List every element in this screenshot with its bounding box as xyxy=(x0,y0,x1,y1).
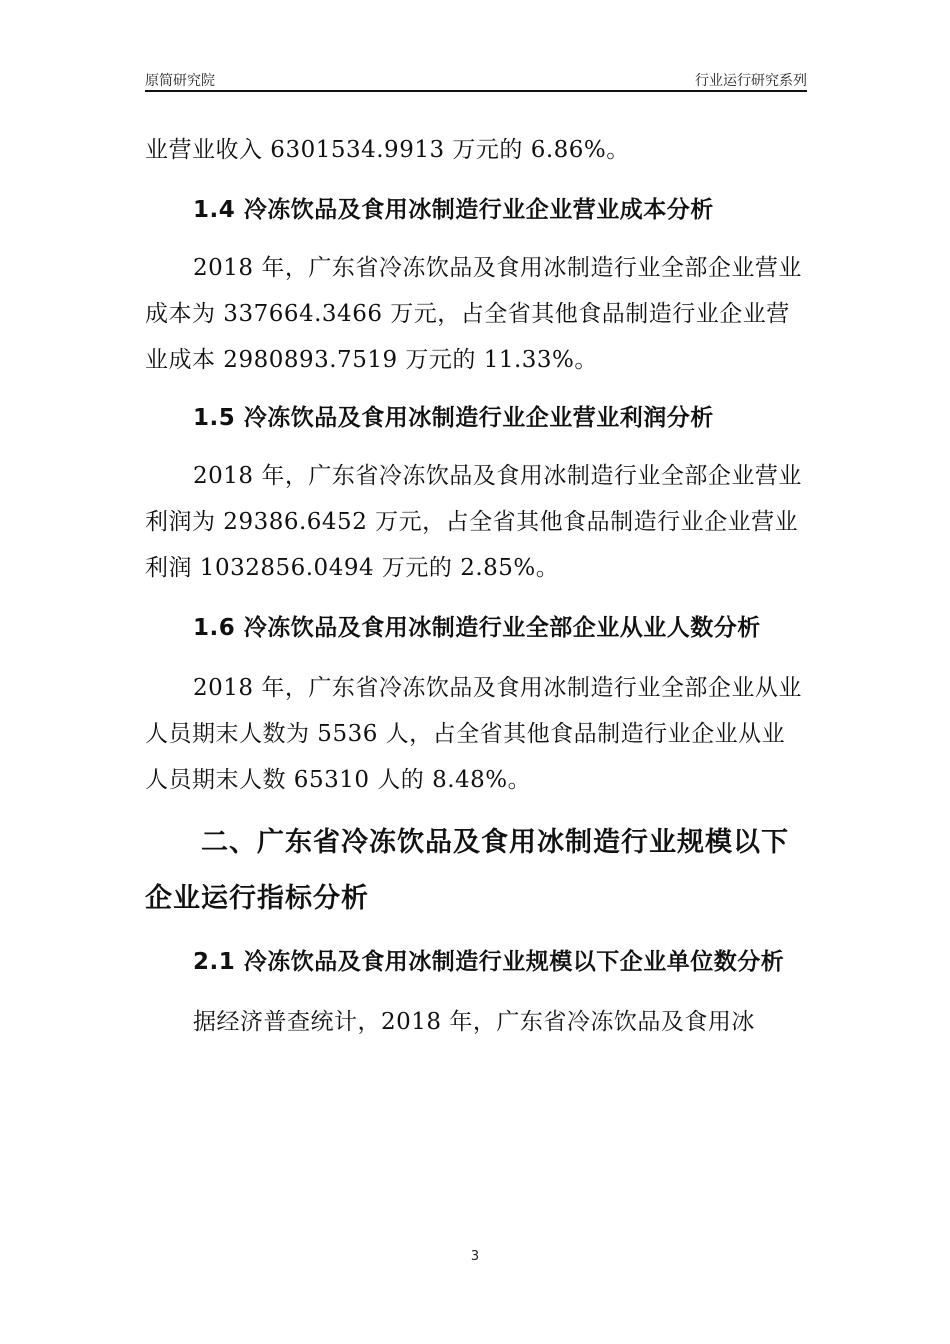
page-number: 3 xyxy=(470,1249,480,1264)
header-divider xyxy=(145,90,807,92)
section-heading-2-1: 2.1 冷冻饮品及食用冰制造行业规模以下企业单位数分析 xyxy=(193,949,785,975)
section-heading-1-5: 1.5 冷冻饮品及食用冰制造行业企业营业利润分析 xyxy=(193,405,714,431)
paragraph-2-1: 据经济普查统计，2018 年，广东省冷冻饮品及食用冰 xyxy=(193,1009,755,1035)
header-series: 行业运行研究系列 xyxy=(695,73,807,89)
chapter-heading-2: 二、广东省冷冻饮品及食用冰制造行业规模以下企业运行指标分析 xyxy=(145,827,789,914)
section-heading-1-6: 1.6 冷冻饮品及食用冰制造行业全部企业从业人数分析 xyxy=(193,615,761,641)
section-heading-1-4: 1.4 冷冻饮品及食用冰制造行业企业营业成本分析 xyxy=(193,197,714,223)
paragraph-1-6: 2018 年，广东省冷冻饮品及食用冰制造行业全部企业从业人员期末人数为 5536 人，占全省其他食品制造行业企业从业人员期末人数 65310 人的 8.48%。 xyxy=(145,675,802,793)
paragraph-1-4: 2018 年，广东省冷冻饮品及食用冰制造行业全部企业营业成本为 337664.3466 万元，占全省其他食品制造行业企业营业成本 2980893.7519 万元的 11.33%。 xyxy=(145,255,802,373)
document-body xyxy=(145,127,807,1045)
page-header xyxy=(145,70,807,92)
continued-paragraph: 业营业收入 6301534.9913 万元的 6.86%。 xyxy=(145,137,630,163)
paragraph-1-5: 2018 年，广东省冷冻饮品及食用冰制造行业全部企业营业利润为 29386.6452 万元，占全省其他食品制造行业企业营业利润 1032856.0494 万元的 2.85%。 xyxy=(145,463,802,581)
header-publisher: 原简研究院 xyxy=(145,73,215,89)
